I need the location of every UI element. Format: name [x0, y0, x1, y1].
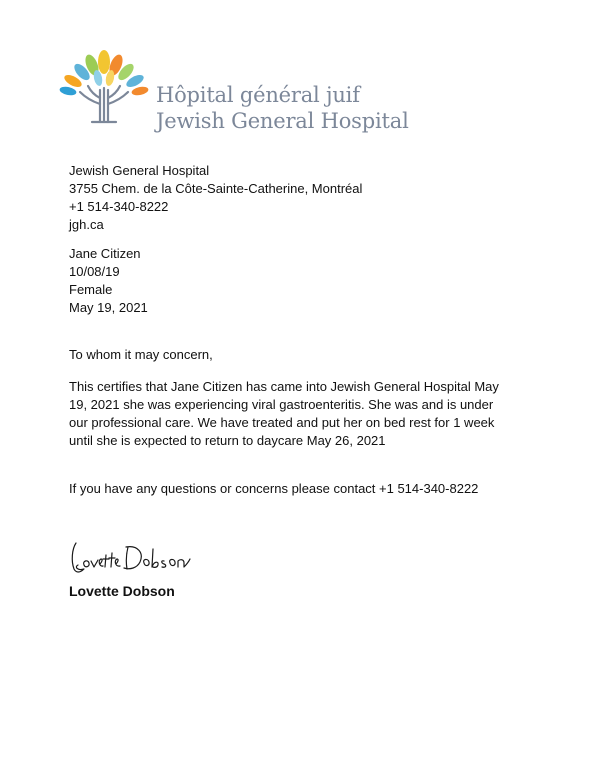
tree-of-leaves-icon	[58, 48, 150, 128]
letter-body: This certifies that Jane Citizen has came into Jewish General Hospital May 19, 2021 she was experiencing viral gastroenteritis. She was and is under our professional care. We have treated and put her on bed rest for 1 week until she is expected to return to daycare May 26, 2021	[69, 379, 499, 448]
patient-dob: 10/08/19	[69, 264, 120, 279]
address-street: 3755 Chem. de la Côte-Sainte-Catherine, Montréal	[69, 181, 363, 196]
contact-line: If you have any questions or concerns please contact +1 514-340-8222	[69, 481, 479, 496]
salutation: To whom it may concern,	[69, 347, 213, 362]
hospital-name-english: Jewish General Hospital	[156, 109, 409, 133]
address-name: Jewish General Hospital	[69, 163, 210, 178]
patient-name: Jane Citizen	[69, 246, 141, 261]
handwritten-signature	[66, 535, 196, 579]
hospital-name-french: Hôpital général juif	[156, 83, 360, 107]
hospital-wordmark	[156, 82, 409, 134]
signer-name: Lovette Dobson	[69, 583, 175, 599]
patient-info-block	[69, 245, 148, 317]
patient-sex: Female	[69, 282, 113, 297]
address-website: jgh.ca	[69, 217, 104, 232]
address-phone: +1 514-340-8222	[69, 199, 169, 214]
hospital-address-block	[69, 162, 362, 234]
letter-date: May 19, 2021	[69, 300, 148, 315]
hospital-logo	[58, 48, 409, 148]
